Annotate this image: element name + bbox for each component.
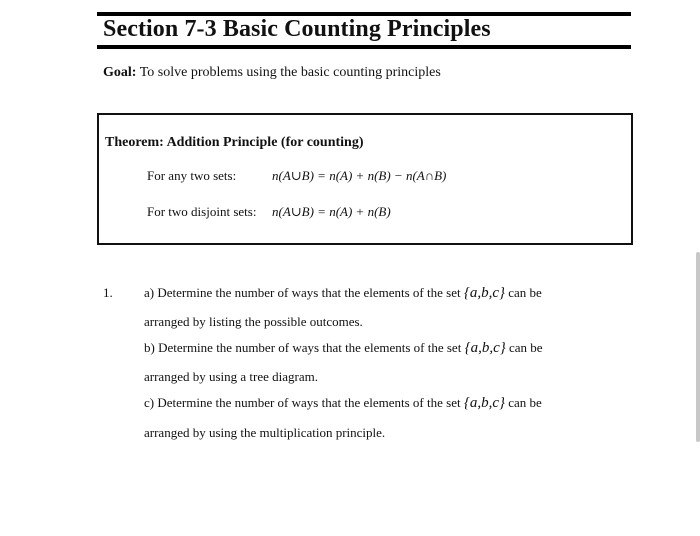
- theorem-row1-formula: n(A∪B) = n(A) + n(B) − n(A∩B): [272, 168, 447, 183]
- part-b-prefix: b) Determine the number of ways that the elements of the set: [144, 340, 462, 355]
- part-c-set: {a,b,c}: [463, 395, 505, 411]
- question-part-c-line2: arranged by using the multiplication principle.: [144, 425, 386, 440]
- question-part-b-line1: [144, 340, 543, 357]
- part-a-set: {a,b,c}: [463, 285, 505, 301]
- goal-statement: [103, 65, 441, 81]
- question-part-c-line1: [144, 395, 542, 412]
- theorem-title: Theorem: Addition Principle (for counting): [105, 135, 364, 150]
- part-b-suffix: can be: [508, 340, 543, 355]
- part-a-prefix: a) Determine the number of ways that the elements of the set: [144, 285, 461, 300]
- part-a-suffix: can be: [508, 285, 542, 300]
- part-c-prefix: c) Determine the number of ways that the elements of the set: [144, 395, 461, 410]
- page-title: Section 7-3 Basic Counting Principles: [103, 16, 491, 42]
- theorem-row2-label: For two disjoint sets:: [147, 204, 257, 219]
- theorem-row2-formula: n(A∪B) = n(A) + n(B): [272, 204, 391, 219]
- goal-text: To solve problems using the basic counting principles: [139, 65, 441, 80]
- question-number: 1.: [103, 285, 113, 300]
- part-c-suffix: can be: [508, 395, 542, 410]
- part-b-set: {a,b,c}: [464, 340, 506, 356]
- vertical-scrollbar[interactable]: [696, 252, 700, 442]
- question-part-a-line1: [144, 285, 542, 302]
- question-part-b-line2: arranged by using a tree diagram.: [144, 369, 318, 384]
- title-bottom-rule: [97, 45, 631, 49]
- goal-label: Goal:: [103, 65, 137, 80]
- question-part-a-line2: arranged by listing the possible outcomes.: [144, 314, 363, 329]
- theorem-row1-label: For any two sets:: [147, 168, 237, 183]
